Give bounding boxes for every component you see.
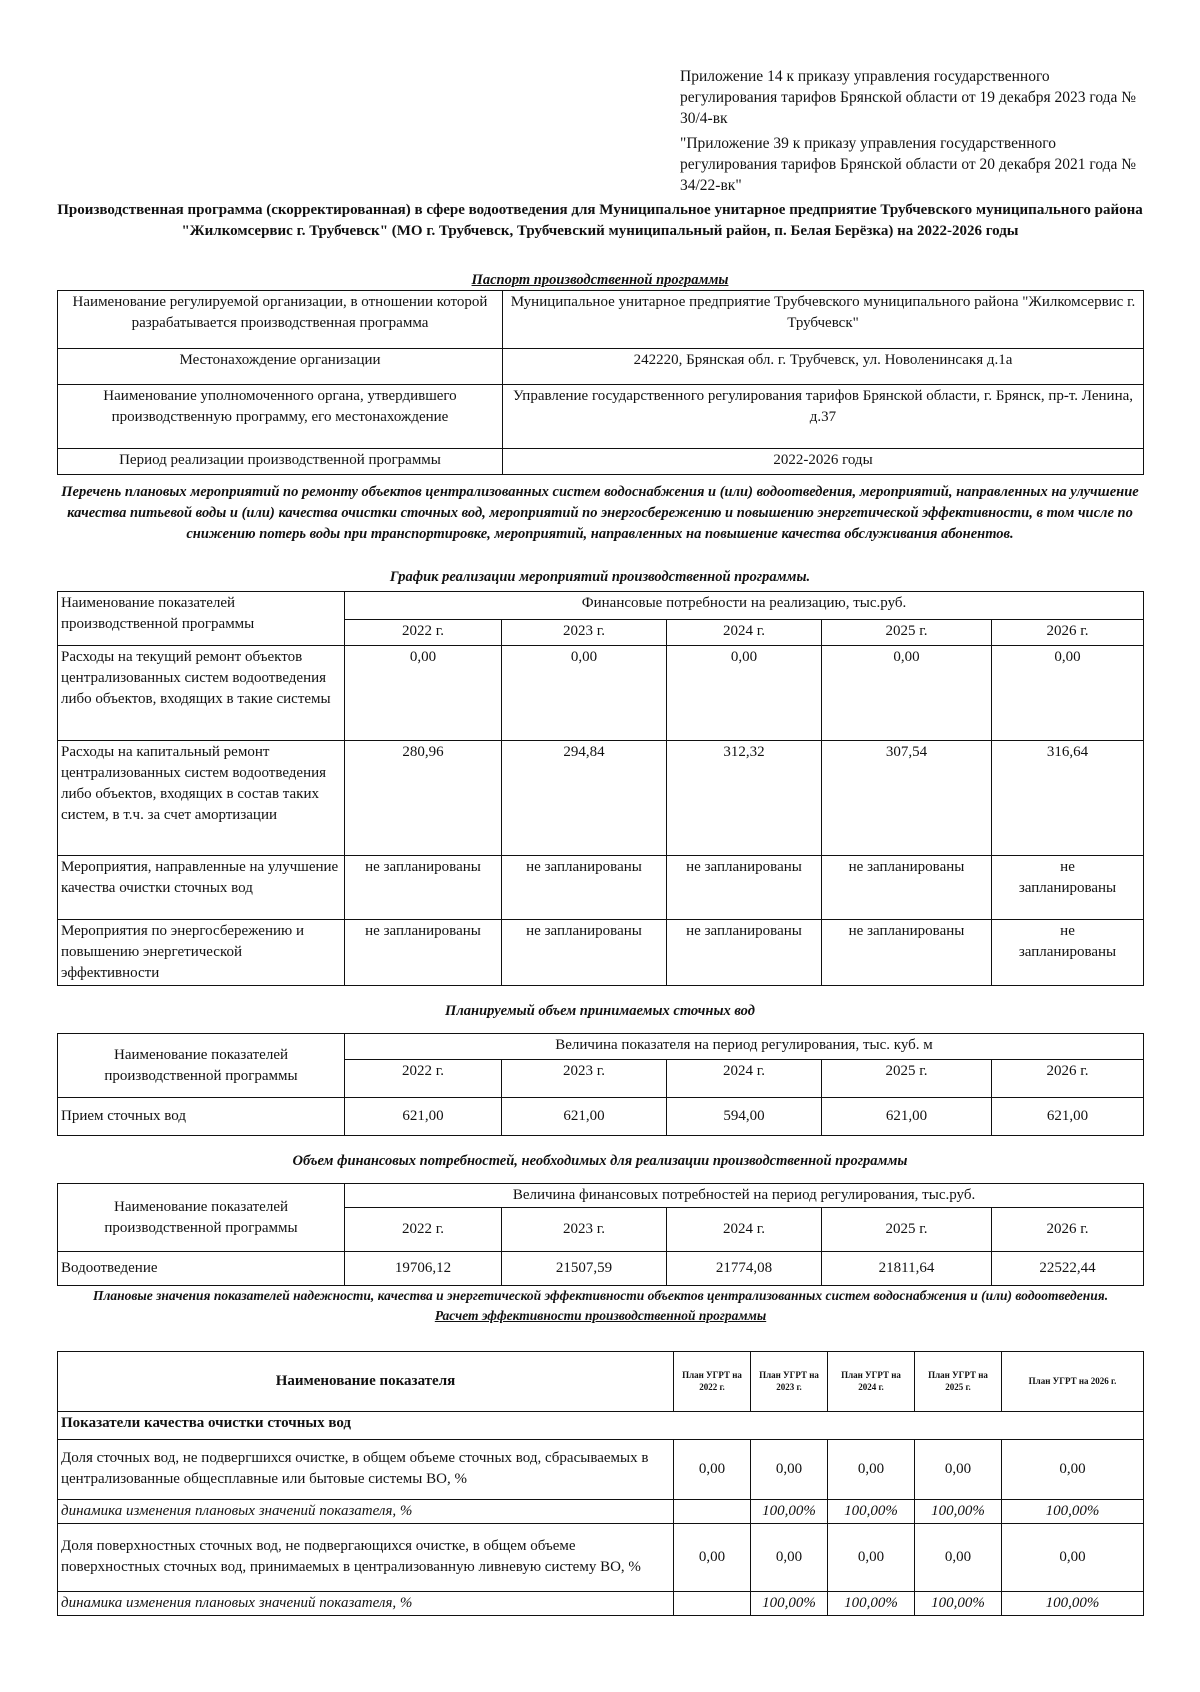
year-header: 2025 г. [822,1208,992,1252]
appendix-line-2: "Приложение 39 к приказу управления государственного регулирования тарифов Брянской области от 20 декабря 2021 года № 34/22-вк" [680,135,1137,194]
year-header: 2026 г. [992,1208,1144,1252]
header-group: Величина показателя на период регулирования, тыс. куб. м [345,1034,1144,1060]
cell: не запланированы [667,856,822,920]
cell: 100,00% [1002,1591,1144,1615]
cell: 0,00 [667,646,822,741]
header-group: Величина финансовых потребностей на период регулирования, тыс.руб. [345,1184,1144,1208]
cell: 621,00 [345,1098,502,1136]
header-name: Наименование показателя [58,1351,674,1411]
cell [674,1591,751,1615]
cell [674,1499,751,1523]
year-header: 2022 г. [345,1060,502,1098]
measures-subcaption: График реализации мероприятий производственной программы. [389,569,811,585]
passport-label: Наименование уполномоченного органа, утвердившего производственную программу, его местонахождение [58,385,503,449]
cell: 21811,64 [822,1252,992,1286]
cell: 0,00 [822,646,992,741]
cell: 280,96 [345,741,502,856]
table-row [58,1439,1144,1499]
cell: не запланированы [992,856,1144,920]
table-row [58,741,1144,856]
finance-table [57,1183,1144,1286]
cell: 621,00 [992,1098,1144,1136]
cell: 594,00 [667,1098,822,1136]
row-name: Мероприятия по энергосбережению и повышению энергетической эффективности [58,920,345,986]
cell: 100,00% [915,1591,1002,1615]
volume-caption: Планируемый объем принимаемых сточных вод [445,1003,755,1019]
cell: не запланированы [667,920,822,986]
cell: 0,00 [915,1439,1002,1499]
finance-caption: Объем финансовых потребностей, необходимых для реализации производственной программы [292,1153,908,1169]
table-row [58,646,1144,741]
plan-header: План УГРТ на 2022 г. [674,1351,751,1411]
passport-label: Местонахождение организации [58,349,503,385]
appendix-line-1: Приложение 14 к приказу управления государственного регулирования тарифов Брянской области от 19 декабря 2023 года № 30/4-вк [680,68,1137,127]
passport-table [57,290,1144,475]
cell: 312,32 [667,741,822,856]
table-row [58,856,1144,920]
row-name: Доля сточных вод, не подвергшихся очистке, в общем объеме сточных вод, сбрасываемых в централизованные общесплавные или бытовые системы ВО, % [58,1439,674,1499]
cell: 0,00 [751,1439,828,1499]
row-name: Расходы на текущий ремонт объектов централизованных систем водоотведения либо объектов, входящих в такие системы [58,646,345,741]
cell: 294,84 [502,741,667,856]
cell: 100,00% [915,1499,1002,1523]
cell: не запланированы [345,920,502,986]
passport-row [58,349,1144,385]
cell: 0,00 [992,646,1144,741]
year-header: 2026 г. [992,1060,1144,1098]
row-name: Водоотведение [58,1252,345,1286]
indicators-caption: Плановые значения показателей надежности, качества и энергетической эффективности объектов централизованных систем водоснабжения и (или) водоотведения. [92,1288,1109,1303]
table-row [58,1591,1144,1615]
table-row [58,1523,1144,1591]
year-header: 2025 г. [822,1060,992,1098]
cell: 621,00 [502,1098,667,1136]
passport-row [58,385,1144,449]
row-name: динамика изменения плановых значений показателя, % [58,1499,674,1523]
cell: не запланированы [822,856,992,920]
passport-label: Наименование регулируемой организации, в отношении которой разрабатывается производственная программа [58,291,503,349]
cell: не запланированы [822,920,992,986]
passport-value: Муниципальное унитарное предприятие Трубчевского муниципального района "Жилкомсервис г. Трубчевск" [503,291,1144,349]
cell: 316,64 [992,741,1144,856]
plan-header: План УГРТ на 2023 г. [751,1351,828,1411]
year-header: 2024 г. [667,620,822,646]
cell: 0,00 [915,1523,1002,1591]
measures-caption: Перечень плановых мероприятий по ремонту объектов централизованных систем водоснабжения и (или) водоотведения, мероприятий, направленных на улучшение качества питьевой воды и (или) качества очистки сточных вод, мероприятий по энергосбережению и повышению энергетической эффективности, в том числе по снижению потерь воды при транспортировке, мероприятий, направленных на повышение качества обслуживания абонентов. [61,484,1139,542]
passport-value: 2022-2026 годы [503,449,1144,475]
plan-header: План УГРТ на 2024 г. [828,1351,915,1411]
row-name: Доля поверхностных сточных вод, не подвергающихся очистке, в общем объеме поверхностных сточных вод, принимаемых в централизованную ливневую систему ВО, % [58,1523,674,1591]
cell: 19706,12 [345,1252,502,1286]
plan-header: План УГРТ на 2026 г. [1002,1351,1144,1411]
year-header: 2022 г. [345,1208,502,1252]
cell: не запланированы [992,920,1144,986]
year-header: 2025 г. [822,620,992,646]
year-header: 2026 г. [992,620,1144,646]
header-name: Наименование показателей производственной программы [58,1034,345,1098]
header-name: Наименование показателей производственной программы [58,592,345,646]
cell: не запланированы [345,856,502,920]
table-row [58,1252,1144,1286]
row-name: Прием сточных вод [58,1098,345,1136]
cell: 100,00% [828,1499,915,1523]
cell: не запланированы [502,856,667,920]
cell: 0,00 [674,1523,751,1591]
cell: 0,00 [674,1439,751,1499]
passport-value: 242220, Брянская обл. г. Трубчевск, ул. Новоленинсакя д.1а [503,349,1144,385]
cell: 307,54 [822,741,992,856]
table-row [58,1499,1144,1523]
passport-value: Управление государственного регулирования тарифов Брянской области, г. Брянск, пр-т. Ленина, д.37 [503,385,1144,449]
year-header: 2023 г. [502,1060,667,1098]
passport-caption: Паспорт производственной программы [471,272,729,288]
passport-row [58,291,1144,349]
row-name: динамика изменения плановых значений показателя, % [58,1591,674,1615]
year-header: 2023 г. [502,620,667,646]
cell: 0,00 [828,1439,915,1499]
measures-table [57,591,1144,986]
header-group: Финансовые потребности на реализацию, тыс.руб. [345,592,1144,620]
table-row [58,920,1144,986]
passport-row [58,449,1144,475]
passport-label: Период реализации производственной программы [58,449,503,475]
plan-header: План УГРТ на 2025 г. [915,1351,1002,1411]
appendix-note [680,66,1150,196]
cell: 0,00 [1002,1523,1144,1591]
header-name: Наименование показателей производственной программы [58,1184,345,1252]
cell: 100,00% [828,1591,915,1615]
year-header: 2022 г. [345,620,502,646]
cell: 0,00 [1002,1439,1144,1499]
row-name: Расходы на капитальный ремонт централизованных систем водоотведения либо объектов, входящих в состав таких систем, в т.ч. за счет амортизации [58,741,345,856]
cell: 0,00 [502,646,667,741]
cell: 100,00% [751,1591,828,1615]
cell: 21507,59 [502,1252,667,1286]
section-heading: Показатели качества очистки сточных вод [58,1411,1144,1439]
cell: 21774,08 [667,1252,822,1286]
year-header: 2023 г. [502,1208,667,1252]
year-header: 2024 г. [667,1208,822,1252]
row-name: Мероприятия, направленные на улучшение качества очистки сточных вод [58,856,345,920]
document-title: Производственная программа (скорректированная) в сфере водоотведения для Муниципальное унитарное предприятие Трубчевского муниципального района "Жилкомсервис г. Трубчевск" (МО г. Трубчевск, Трубчевский муниципальный район, п. Белая Берёзка) на 2022-2026 годы [57,202,1143,239]
volume-table [57,1033,1144,1136]
cell: 100,00% [1002,1499,1144,1523]
cell: 0,00 [751,1523,828,1591]
indicators-table [57,1285,1144,1616]
table-row [58,1098,1144,1136]
cell: 0,00 [345,646,502,741]
cell: 22522,44 [992,1252,1144,1286]
year-header: 2024 г. [667,1060,822,1098]
cell: 100,00% [751,1499,828,1523]
cell: не запланированы [502,920,667,986]
cell: 0,00 [828,1523,915,1591]
indicators-subcaption: Расчет эффективности производственной программы [434,1308,767,1323]
cell: 621,00 [822,1098,992,1136]
